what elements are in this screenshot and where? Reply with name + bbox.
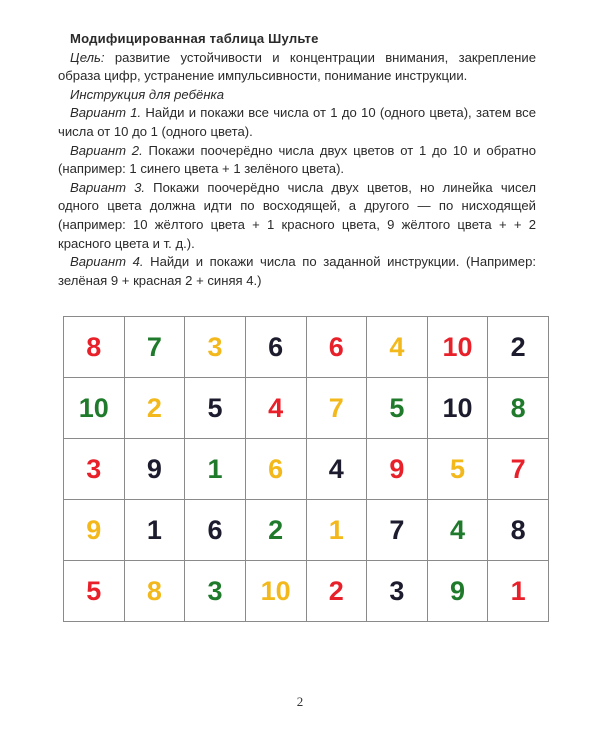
number-cell: 4 <box>367 317 428 378</box>
variant-4 <box>58 253 536 290</box>
number-cell: 2 <box>245 500 306 561</box>
instruction-heading: Инструкция для ребёнка <box>70 86 224 102</box>
variant-label: Вариант 3. <box>70 179 146 195</box>
number-cell: 9 <box>427 561 488 622</box>
table-row <box>64 439 549 500</box>
number-cell: 9 <box>64 500 125 561</box>
table-row <box>64 500 549 561</box>
number-cell: 2 <box>306 561 367 622</box>
number-cell: 7 <box>306 378 367 439</box>
table-row <box>64 561 549 622</box>
number-cell: 6 <box>245 317 306 378</box>
number-cell: 5 <box>185 378 246 439</box>
number-cell: 1 <box>185 439 246 500</box>
number-cell: 7 <box>124 317 185 378</box>
variant-label: Вариант 2. <box>70 142 143 158</box>
number-cell: 4 <box>306 439 367 500</box>
variant-2 <box>58 142 536 179</box>
number-cell: 10 <box>427 378 488 439</box>
number-cell: 5 <box>427 439 488 500</box>
goal-text: развитие устойчивости и концентрации внимания, закрепление образа цифр, устранение импульсивности, понимание инструкции. <box>58 49 536 84</box>
number-cell: 8 <box>488 378 549 439</box>
number-cell: 1 <box>124 500 185 561</box>
number-cell: 3 <box>185 317 246 378</box>
table-row <box>64 378 549 439</box>
number-cell: 2 <box>488 317 549 378</box>
number-cell: 9 <box>124 439 185 500</box>
number-cell: 7 <box>367 500 428 561</box>
number-cell: 6 <box>185 500 246 561</box>
variant-text: Покажи поочерёдно числа двух цветов от 1 до 10 и обратно (например: 1 синего цвета + 1 зелёного цвета). <box>58 142 536 177</box>
variant-label: Вариант 4. <box>70 254 144 270</box>
number-cell: 10 <box>427 317 488 378</box>
number-cell: 3 <box>64 439 125 500</box>
number-cell: 3 <box>367 561 428 622</box>
number-cell: 4 <box>427 500 488 561</box>
number-cell: 8 <box>124 561 185 622</box>
table-row <box>64 317 549 378</box>
schulte-table <box>63 316 549 622</box>
variant-text: Найди и покажи числа по заданной инструкции. (Например: зелёная 9 + красная 2 + синяя 4.) <box>58 254 536 288</box>
number-cell: 9 <box>367 439 428 500</box>
number-cell: 1 <box>306 500 367 561</box>
variant-1 <box>58 104 536 141</box>
variant-text: Покажи поочерёдно числа двух цветов, но линейка чисел одного цвета должна идти по восходящей, а другого — по нисходящей (например: 10 жёлтого цвета + 1 красного цвета, 9 жёлтого цвета + + 2 красного цвета и т. д.). <box>58 179 536 251</box>
number-cell: 5 <box>367 378 428 439</box>
number-cell: 6 <box>245 439 306 500</box>
variant-text: Найди и покажи все числа от 1 до 10 (одного цвета), затем все числа от 10 до 1 (одного цвета). <box>58 105 536 139</box>
number-cell: 6 <box>306 317 367 378</box>
number-cell: 8 <box>488 500 549 561</box>
page-number: 2 <box>296 694 304 709</box>
number-cell: 10 <box>245 561 306 622</box>
number-cell: 7 <box>488 439 549 500</box>
page-title: Модифицированная таблица Шульте <box>70 31 319 46</box>
number-cell: 4 <box>245 378 306 439</box>
number-cell: 8 <box>64 317 125 378</box>
number-cell: 5 <box>64 561 125 622</box>
number-cell: 2 <box>124 378 185 439</box>
number-cell: 3 <box>185 561 246 622</box>
goal-paragraph <box>58 49 536 86</box>
variant-label: Вариант 1. <box>70 105 142 121</box>
number-cell: 10 <box>64 378 125 439</box>
goal-label: Цель: <box>70 49 105 65</box>
variant-3 <box>58 179 536 253</box>
number-cell: 1 <box>488 561 549 622</box>
instruction-text-block <box>58 30 536 290</box>
